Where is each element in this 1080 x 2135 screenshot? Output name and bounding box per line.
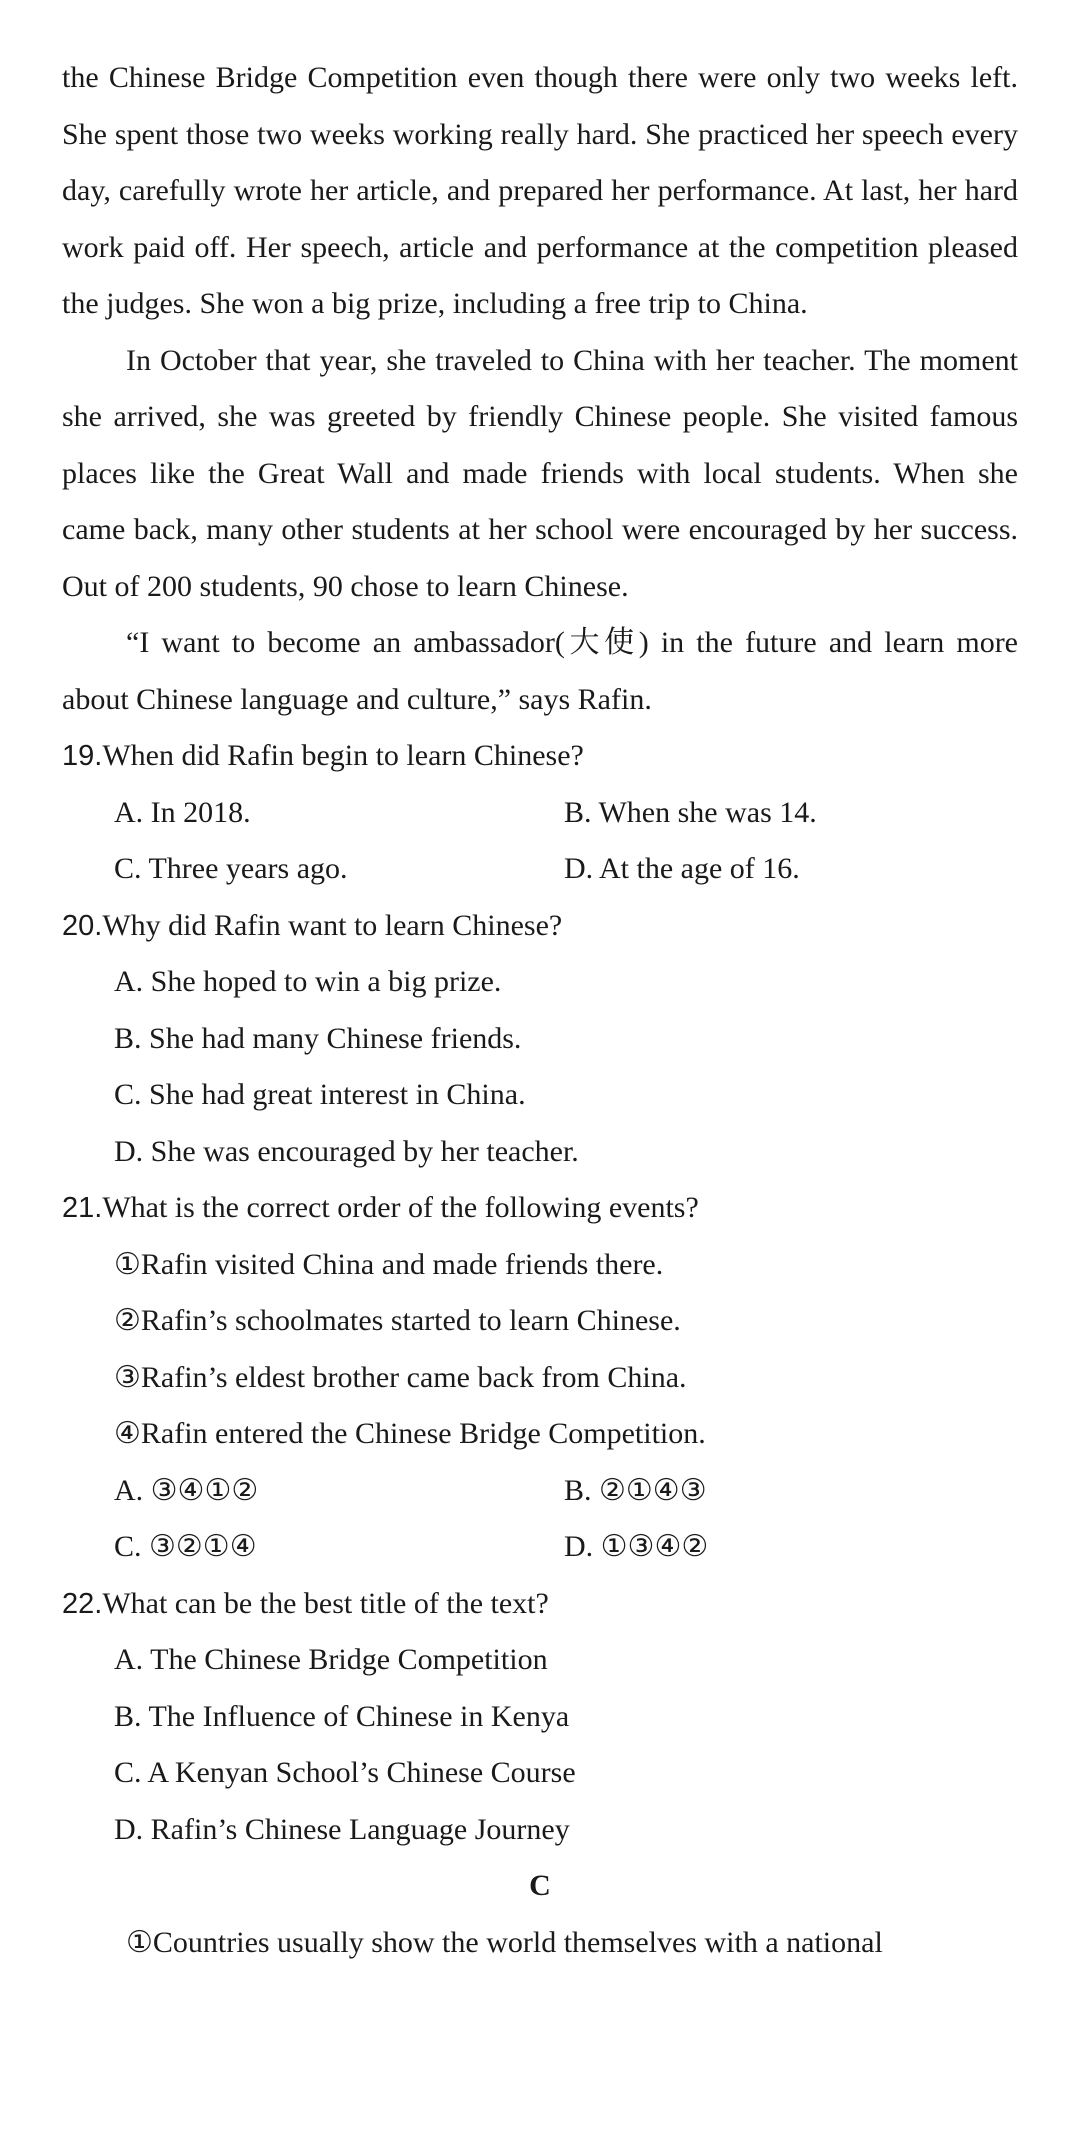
option-a[interactable]: A. The Chinese Bridge Competition (114, 1643, 548, 1676)
option-row (62, 1463, 1018, 1520)
reading-passage (62, 50, 1018, 728)
option-c[interactable]: C. ③②①④ (114, 1530, 257, 1563)
option-c[interactable]: C. Three years ago. (114, 852, 348, 885)
question-number: 22. (62, 1587, 103, 1620)
event-item-1: ①Rafin visited China and made friends there. (114, 1247, 664, 1281)
question-21 (62, 1180, 1018, 1576)
option-b[interactable]: B. When she was 14. (564, 795, 817, 829)
option-a[interactable]: A. She hoped to win a big prize. (114, 965, 502, 998)
option-row (62, 1519, 1018, 1576)
event-item-2: ②Rafin’s schoolmates started to learn Chinese. (114, 1304, 681, 1337)
section-c (62, 1858, 1018, 1971)
question-20 (62, 898, 1018, 1181)
passage-paragraph-1: the Chinese Bridge Competition even though there were only two weeks left. She spent those two weeks working really hard. She practiced her speech every day, carefully wrote her article, and prepared her performance. At last, her hard work paid off. Her speech, article and performance at the competition pleased the judges. She won a big prize, including a free trip to China. (62, 61, 1018, 320)
event-item-3: ③Rafin’s eldest brother came back from China. (114, 1360, 687, 1394)
option-b[interactable]: B. ②①④③ (564, 1473, 707, 1507)
question-stem (62, 1576, 1018, 1633)
question-text: What can be the best title of the text? (102, 1586, 549, 1620)
option-c[interactable]: C. A Kenyan School’s Chinese Course (114, 1756, 576, 1789)
option-d[interactable]: D. ①③④② (564, 1530, 709, 1563)
section-c-first-line: ①Countries usually show the world themselves with a national (126, 1925, 883, 1959)
passage-paragraph-2: In October that year, she traveled to China with her teacher. The moment she arrived, she was greeted by friendly Chinese people. She visited famous places like the Great Wall and made friends with local students. When she came back, many other students at her school were encouraged by her success. Out of 200 students, 90 chose to learn Chinese. (62, 343, 1018, 603)
option-row (62, 841, 1018, 898)
option-d[interactable]: D. At the age of 16. (564, 852, 800, 885)
question-text: Why did Rafin want to learn Chinese? (102, 908, 563, 942)
question-number: 20. (62, 909, 103, 942)
question-number: 21. (62, 1192, 103, 1224)
question-22 (62, 1576, 1018, 1859)
option-d[interactable]: D. Rafin’s Chinese Language Journey (114, 1812, 570, 1846)
option-row (62, 785, 1018, 842)
option-a[interactable]: A. ③④①② (114, 1473, 259, 1507)
section-heading: C (529, 1869, 551, 1902)
question-text: What is the correct order of the following events? (102, 1191, 699, 1224)
question-stem (62, 728, 1018, 785)
option-d[interactable]: D. She was encouraged by her teacher. (114, 1134, 579, 1168)
option-b[interactable]: B. She had many Chinese friends. (114, 1021, 522, 1055)
question-19 (62, 728, 1018, 898)
option-a[interactable]: A. In 2018. (114, 795, 251, 829)
event-item-4: ④Rafin entered the Chinese Bridge Competition. (114, 1417, 706, 1450)
option-b[interactable]: B. The Influence of Chinese in Kenya (114, 1699, 570, 1733)
question-stem (62, 1180, 1018, 1237)
question-number: 19. (62, 740, 103, 772)
question-stem (62, 898, 1018, 955)
question-text: When did Rafin begin to learn Chinese? (102, 739, 584, 772)
passage-paragraph-3: “I want to become an ambassador(大使) in the future and learn more about Chinese language and culture,” says Rafin. (62, 626, 1018, 716)
option-c[interactable]: C. She had great interest in China. (114, 1078, 526, 1111)
